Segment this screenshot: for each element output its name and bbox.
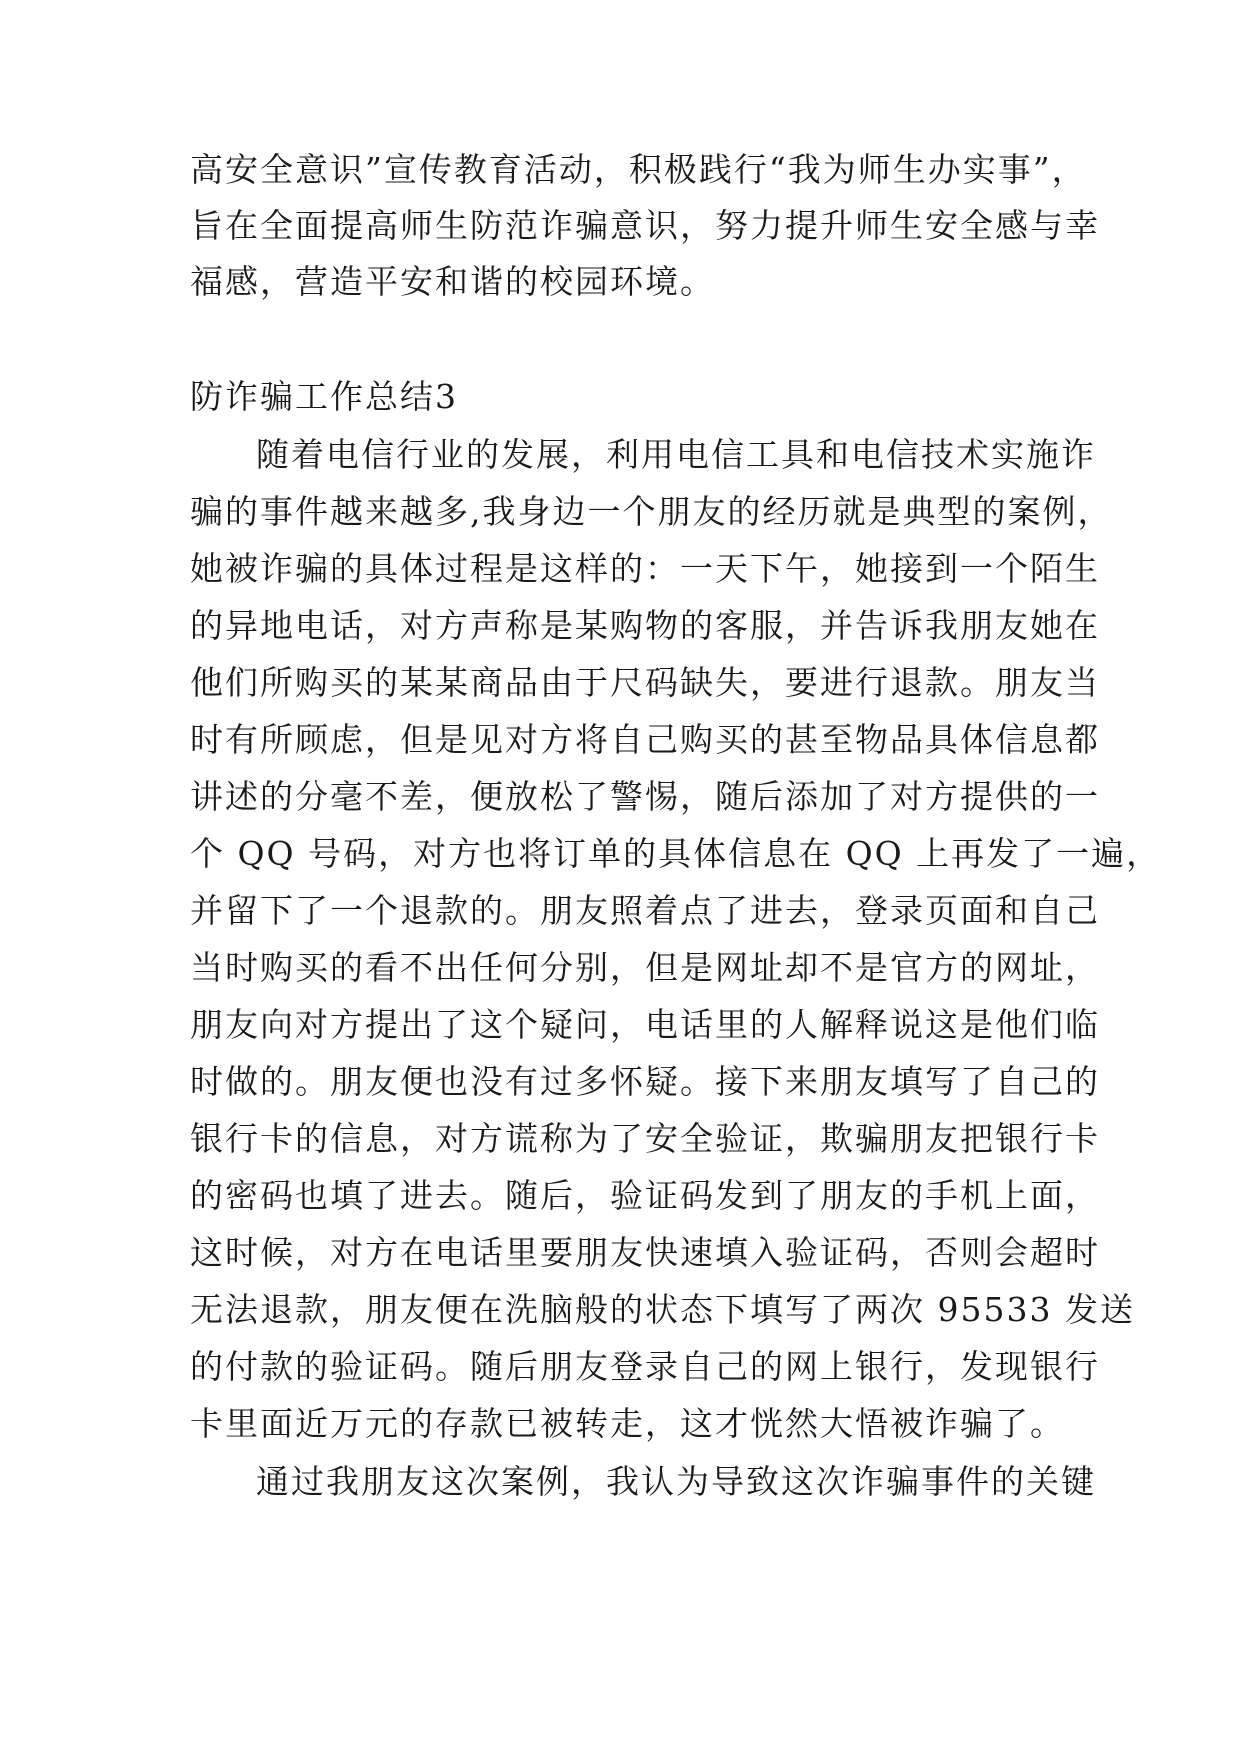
case-line-3: 她被诈骗的具体过程是这样的：一天下午，她接到一个陌生 — [190, 549, 1100, 588]
case-line-16: 无法退款，朋友便在洗脑般的状态下填写了两次 95533 发送 — [190, 1290, 1135, 1329]
intro-line-2: 旨在全面提高师生防范诈骗意识，努力提升师生安全感与幸 — [190, 206, 1100, 245]
case-line-7: 讲述的分毫不差，便放松了警惕，随后添加了对方提供的一 — [190, 777, 1100, 816]
case-line-5: 他们所购买的某某商品由于尺码缺失，要进行退款。朋友当 — [190, 663, 1100, 702]
case-line-2: 骗的事件越来越多,我身边一个朋友的经历就是典型的案例， — [190, 492, 1113, 531]
case-line-10: 当时购买的看不出任何分别，但是网址却不是官方的网址， — [190, 948, 1100, 987]
case-line-1: 随着电信行业的发展，利用电信工具和电信技术实施诈 — [256, 435, 1096, 474]
case-line-8: 个 QQ 号码，对方也将订单的具体信息在 QQ 上再发了一遍， — [190, 834, 1162, 873]
intro-line-1: 高安全意识”宣传教育活动，积极践行“我为师生办实事”， — [190, 150, 1087, 189]
section-heading: 防诈骗工作总结3 — [190, 377, 458, 416]
case-line-4: 的异地电话，对方声称是某购物的客服，并告诉我朋友她在 — [190, 606, 1100, 645]
case-line-18: 卡里面近万元的存款已被转走，这才恍然大悟被诈骗了。 — [190, 1404, 1065, 1443]
case-line-13: 银行卡的信息，对方谎称为了安全验证，欺骗朋友把银行卡 — [190, 1119, 1100, 1158]
closing-line-1: 通过我朋友这次案例，我认为导致这次诈骗事件的关键 — [256, 1462, 1096, 1501]
case-line-9: 并留下了一个退款的。朋友照着点了进去，登录页面和自己 — [190, 891, 1100, 930]
case-line-14: 的密码也填了进去。随后，验证码发到了朋友的手机上面， — [190, 1176, 1100, 1215]
case-line-12: 时做的。朋友便也没有过多怀疑。接下来朋友填写了自己的 — [190, 1062, 1100, 1101]
case-line-11: 朋友向对方提出了这个疑问，电话里的人解释说这是他们临 — [190, 1005, 1100, 1044]
case-line-15: 这时候，对方在电话里要朋友快速填入验证码，否则会超时 — [190, 1233, 1100, 1272]
intro-line-3: 福感，营造平安和谐的校园环境。 — [190, 262, 715, 301]
case-line-6: 时有所顾虑，但是见对方将自己购买的甚至物品具体信息都 — [190, 720, 1100, 759]
case-line-17: 的付款的验证码。随后朋友登录自己的网上银行，发现银行 — [190, 1347, 1100, 1386]
